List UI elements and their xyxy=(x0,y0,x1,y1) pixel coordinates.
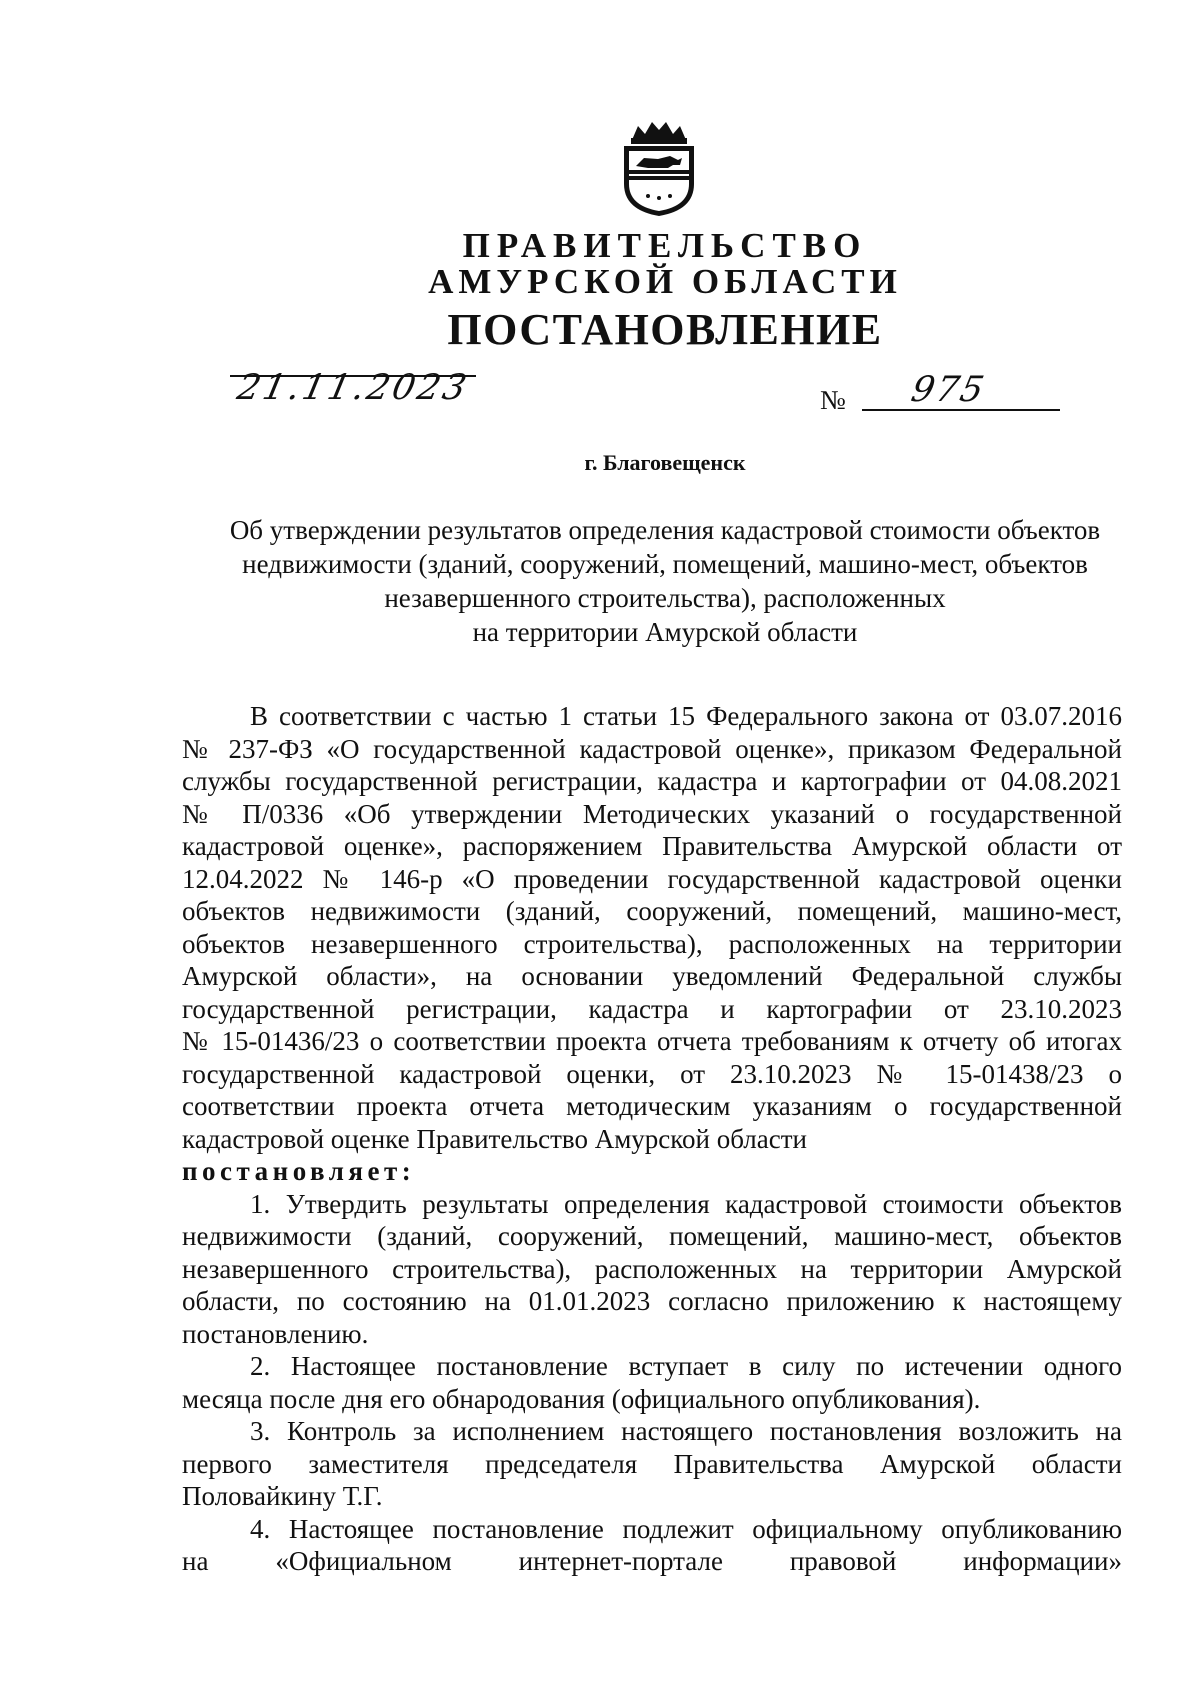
title-line: Об утверждении результатов определения кадастровой стоимости объектов xyxy=(229,515,1101,545)
preamble-line: объектов незавершенного строительства), расположенных на территории xyxy=(182,928,1122,959)
item1-line: незавершенного строительства), расположенных на территории Амурской xyxy=(182,1253,1122,1284)
date-underline xyxy=(230,375,476,377)
preamble-line: № П/0336 «Об утверждении Методических указаний о государственной xyxy=(182,798,1122,829)
preamble-line: службы государственной регистрации, кадастра и картографии от 04.08.2021 xyxy=(182,766,1122,796)
preamble-line: объектов недвижимости (зданий, сооружений, помещений, машино-мест, xyxy=(182,896,1122,926)
document-title xyxy=(200,513,1130,649)
item1-line: области, по состоянию на 01.01.2023 согласно приложению к настоящему xyxy=(182,1286,1122,1316)
preamble-line: государственной кадастровой оценки, от 23.10.2023 № 15-01438/23 о xyxy=(182,1058,1122,1089)
item4-line: на «Официальном интернет-портале правовой информации» xyxy=(182,1546,1122,1576)
item3-line: первого заместителя председателя Правительства Амурской области xyxy=(182,1448,1122,1479)
decree-word: постановляет: xyxy=(182,1156,416,1186)
title-line: на территории Амурской области xyxy=(472,617,858,647)
handwritten-date: 21.11.2023 xyxy=(233,368,473,408)
item2-line: 2. Настоящее постановление вступает в силу по истечении одного xyxy=(250,1351,1122,1381)
document-body xyxy=(182,700,1122,1578)
preamble-line: 12.04.2022 № 146-р «О проведении государственной кадастровой оценки xyxy=(182,863,1122,894)
item1-line: постановлению. xyxy=(182,1318,369,1349)
title-line: недвижимости (зданий, сооружений, помещений, машино-мест, объектов xyxy=(242,549,1088,579)
title-line: незавершенного строительства), расположенных xyxy=(384,583,946,613)
preamble-line: соответствии проекта отчета методическим указаниям о государственной xyxy=(182,1091,1122,1121)
preamble-line: кадастровой оценке Правительство Амурской области xyxy=(182,1123,807,1154)
item3-line: Половайкину Т.Г. xyxy=(182,1481,383,1511)
government-name-line2: АМУРСКОЙ ОБЛАСТИ xyxy=(428,262,902,301)
coat-of-arms-icon xyxy=(618,118,700,218)
preamble-line: кадастровой оценке», распоряжением Правительства Амурской области от xyxy=(182,831,1122,861)
item2-line: месяца после дня его обнародования (официального опубликования). xyxy=(182,1383,981,1414)
handwritten-number: 975 xyxy=(907,370,990,410)
preamble-line: № 15-01436/23 о соответствии проекта отчета требованиям к отчету об итогах xyxy=(182,1026,1122,1056)
item1-line: недвижимости (зданий, сооружений, помещений, машино-мест, объектов xyxy=(182,1221,1122,1251)
number-label: № xyxy=(820,385,846,415)
item4-line: 4. Настоящее постановление подлежит официальному опубликованию xyxy=(250,1513,1122,1544)
preamble-line: государственной регистрации, кадастра и картографии от 23.10.2023 xyxy=(182,993,1122,1024)
document-type-heading: ПОСТАНОВЛЕНИЕ xyxy=(447,305,883,354)
number-underline xyxy=(862,409,1060,411)
item3-line: 3. Контроль за исполнением настоящего постановления возложить на xyxy=(250,1416,1122,1446)
preamble-line: В соответствии с частью 1 статьи 15 Федерального закона от 03.07.2016 xyxy=(250,701,1122,731)
preamble-line: Амурской области», на основании уведомлений Федеральной службы xyxy=(182,961,1122,991)
preamble-line: № 237-ФЗ «О государственной кадастровой оценке», приказом Федеральной xyxy=(182,733,1122,764)
government-name-line1: ПРАВИТЕЛЬСТВО xyxy=(462,226,868,265)
item1-line: 1. Утвердить результаты определения кадастровой стоимости объектов xyxy=(250,1188,1122,1219)
city-name: г. Благовещенск xyxy=(584,450,746,475)
